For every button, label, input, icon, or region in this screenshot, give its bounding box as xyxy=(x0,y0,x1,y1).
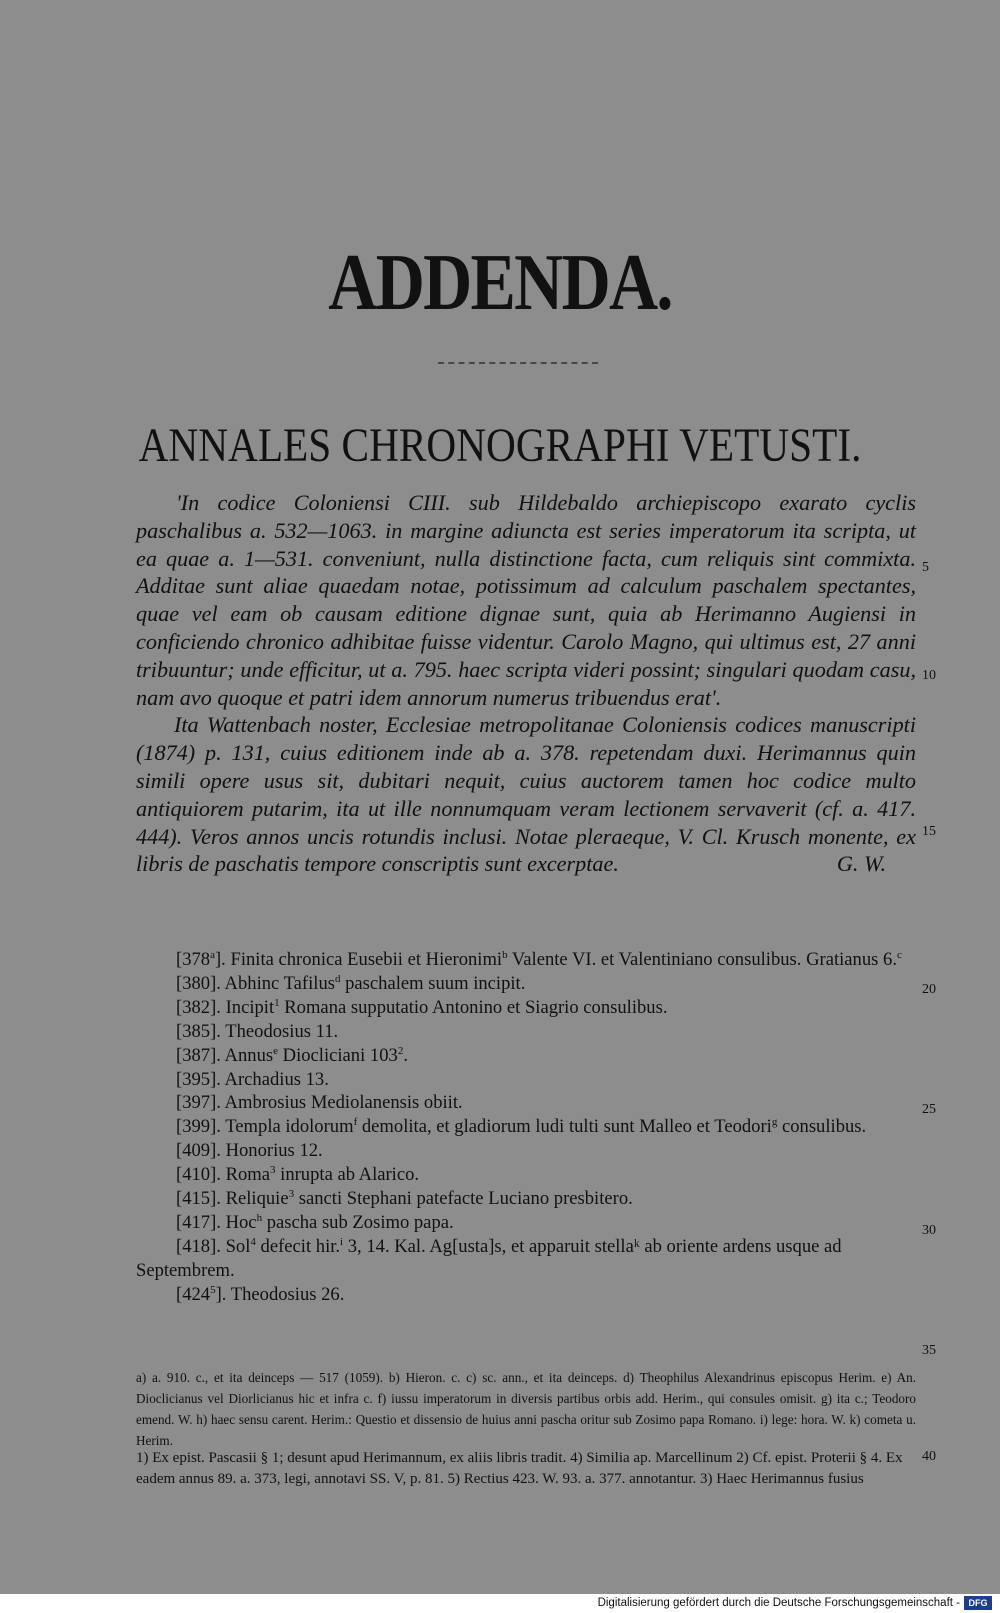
annal-entry: [399]. Templa idolorum$^f$ demolita, et gladiorum ludi tulti sunt Malleo et Teodori$^g$ consulibus. xyxy=(176,1116,867,1138)
line-number: 5 xyxy=(922,560,929,575)
line-number: 15 xyxy=(922,824,936,839)
numbered-footnotes: 1) Ex epist. Pascasii § 1; desunt apud Herimannum, ex aliis libris tradit. 4) Similia ap. Marcellinum 2) Cf. epist. Proterii § 4. Ex eadem annus 89. a. 373, legi, annotavi SS. V, p. 81. 5) Rectius 423. W. 93. a. 377. annotantur. 3) Haec Herimannus fusius xyxy=(136,1450,903,1487)
line-number: 10 xyxy=(922,668,936,683)
annal-entry: [395]. Archadius 13. xyxy=(176,1068,329,1090)
annal-entry: [385]. Theodosius 11. xyxy=(176,1020,339,1042)
annal-entry: [415]. Reliquie$^3$ sancti Stephani patefacte Luciano presbitero. xyxy=(176,1187,633,1210)
annal-entry: $[424^5]$. Theodosius 26. xyxy=(176,1283,345,1305)
dfg-logo-icon: DFG xyxy=(964,1596,992,1610)
section-title: ANNALES CHRONOGRAPHI VETUSTI. xyxy=(138,419,862,472)
line-number: 30 xyxy=(922,1223,936,1238)
lettered-footnotes: a) a. 910. c., et ita deinceps — 517 (1059). b) Hieron. c. c) sc. ann., et ita deinceps. d) Theophilus Alexandrinus episcopus Herim. e) An. Dioclicianus vel Diorlicianus hic et infra c. f) iussu imperatorum in diversis partibus orbis add. Herim., qui consules omisit. g) ita c.; Teodoro emend. W. h) haec sensu carent. Herim.: Questio et dissensio de huius anni pascha oritur sub Zosimo papa Romano. i) lege: hora. W. k) cometa u. Herim. xyxy=(136,1370,916,1448)
line-number: 40 xyxy=(922,1449,936,1464)
annal-entry: [378$^a$]. Finita chronica Eusebii et Hieronimi$^b$ Valente VI. et Valentiniano consulibus. Gratianus 6.$^c$ xyxy=(176,948,902,970)
annal-entries xyxy=(136,948,916,1307)
line-number: 25 xyxy=(922,1102,936,1117)
line-number: 20 xyxy=(922,982,936,997)
annal-entry: [380]. Abhinc Tafilus$^d$ paschalem suum incipit. xyxy=(176,972,526,994)
intro-paragraph-1: 'In codice Coloniensi CIII. sub Hildebaldo archiepiscopo exarato cyclis paschalibus a. 532—1063. in margine adiuncta est series imperatorum ita scripta, ut ea quae a. 1—531. conveniunt, nulla distinctione facta, cum reliquis sint commixta. Additae sunt aliae quaedam notae, potissimum ad calculum paschalem spectantes, quae vel eam ob causam editione dignae sunt, quia ab Herimanno Augiensi in conficiendo chronico adhibitae fuisse videntur. Carolo Magno, qui ultimus est, 27 anni tribuuntur; unde efficitur, ut a. 795. haec scripta videri possint; singulari quodam casu, nam avo quoque et patri idem annorum numerus tribuendus erat'. xyxy=(136,490,916,710)
funding-notice: Digitalisierung gefördert durch die Deutsche Forschungsgemeinschaft - xyxy=(597,1597,960,1609)
annal-entry: [382]. Incipit$^1$ Romana supputatio Antonino et Siagrio consulibus. xyxy=(176,996,668,1018)
annal-entry: [418]. Sol$^4$ defecit hir.$^i$ 3, 14. Kal. Ag[usta]s, et apparuit stellaᵏ ab oriente ardens usque ad Septembrem. xyxy=(136,1235,842,1281)
line-number: 35 xyxy=(922,1343,936,1358)
addenda-heading: ADDENDA. xyxy=(328,239,672,327)
editor-signature: G. W. xyxy=(836,851,886,877)
footer-bar xyxy=(0,1594,1000,1613)
annal-entry: [417]. Hoc$^h$ pascha sub Zosimo papa. xyxy=(176,1211,454,1233)
annal-entry: [397]. Ambrosius Mediolanensis obiit. xyxy=(176,1092,463,1114)
annal-entry: [409]. Honorius 12. xyxy=(176,1140,323,1162)
annal-entry: [410]. Roma$^3$ inrupta ab Alarico. xyxy=(176,1163,420,1186)
intro-paragraph-2: Ita Wattenbach noster, Ecclesiae metropolitanae Coloniensis codices manuscripti (1874) p. 131, cuius editionem inde ab a. 378. repetendam duxi. Herimannus quin simili opere usus sit, dubitari nequit, cuius auctorem tamen hoc codice multo antiquiorem putarim, ita ut ille nonnumquam veram lectionem servaverit (cf. a. 417. 444). Veros annos uncis rotundis inclusi. Notae pleraeque, V. Cl. Krusch monente, ex libris de paschatis tempore conscriptis sunt excerptae. xyxy=(136,712,916,877)
annal-entry: [387]. Annus$^e$ Diocliciani $103^2$. xyxy=(176,1044,408,1066)
introduction xyxy=(136,489,916,878)
ornamental-rule xyxy=(438,362,598,366)
